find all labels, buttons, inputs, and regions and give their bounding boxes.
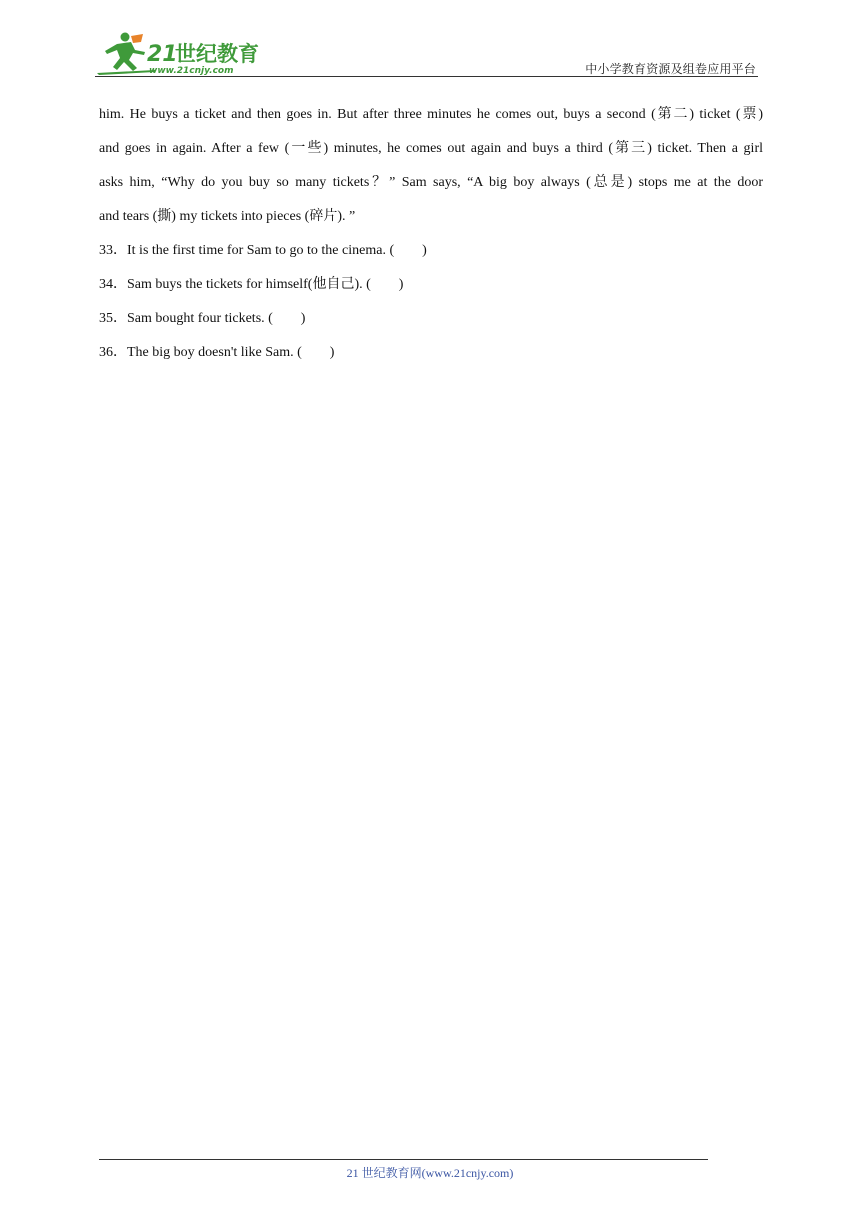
- passage-line: him. He buys a ticket and then goes in. But after three minutes he comes out, buys a second (第二) ticket (票): [99, 107, 763, 122]
- svg-text:www.21cnjy.com: www.21cnjy.com: [149, 66, 234, 76]
- question-number: 33．: [99, 243, 127, 258]
- question-item: [99, 268, 763, 302]
- question-number: 36．: [99, 345, 127, 360]
- page-content: [99, 98, 763, 370]
- question-number: 35．: [99, 311, 127, 326]
- question-list: [99, 234, 763, 370]
- question-number: 34．: [99, 277, 127, 292]
- passage-line: asks him, “Why do you buy so many tickets？” Sam says, “A big boy always (总是) stops me at the door: [99, 175, 763, 190]
- footer-divider: [99, 1159, 708, 1160]
- svg-text:21: 21: [147, 42, 178, 67]
- reading-passage: [99, 98, 763, 234]
- page-header: [95, 30, 758, 78]
- passage-line: and tears (撕) my tickets into pieces (碎片). ”: [99, 209, 356, 224]
- header-divider: [95, 76, 758, 77]
- platform-name: 中小学教育资源及组卷应用平台: [585, 62, 756, 76]
- svg-text:世纪教育: 世纪教育: [175, 42, 259, 66]
- passage-line: and goes in again. After a few (一些) minutes, he comes out again and buys a third (第三) ticket. Then a girl: [99, 141, 763, 156]
- logo-21cnjy: [95, 30, 265, 76]
- question-text: Sam bought four tickets. ( ): [127, 311, 306, 326]
- question-text: Sam buys the tickets for himself(他自己). ( ): [127, 277, 404, 292]
- footer-link[interactable]: 21 世纪教育网(www.21cnjy.com): [346, 1166, 514, 1180]
- question-item: [99, 234, 763, 268]
- question-text: It is the first time for Sam to go to the cinema. ( ): [127, 243, 427, 258]
- question-text: The big boy doesn't like Sam. ( ): [127, 345, 335, 360]
- question-item: [99, 336, 763, 370]
- question-item: [99, 302, 763, 336]
